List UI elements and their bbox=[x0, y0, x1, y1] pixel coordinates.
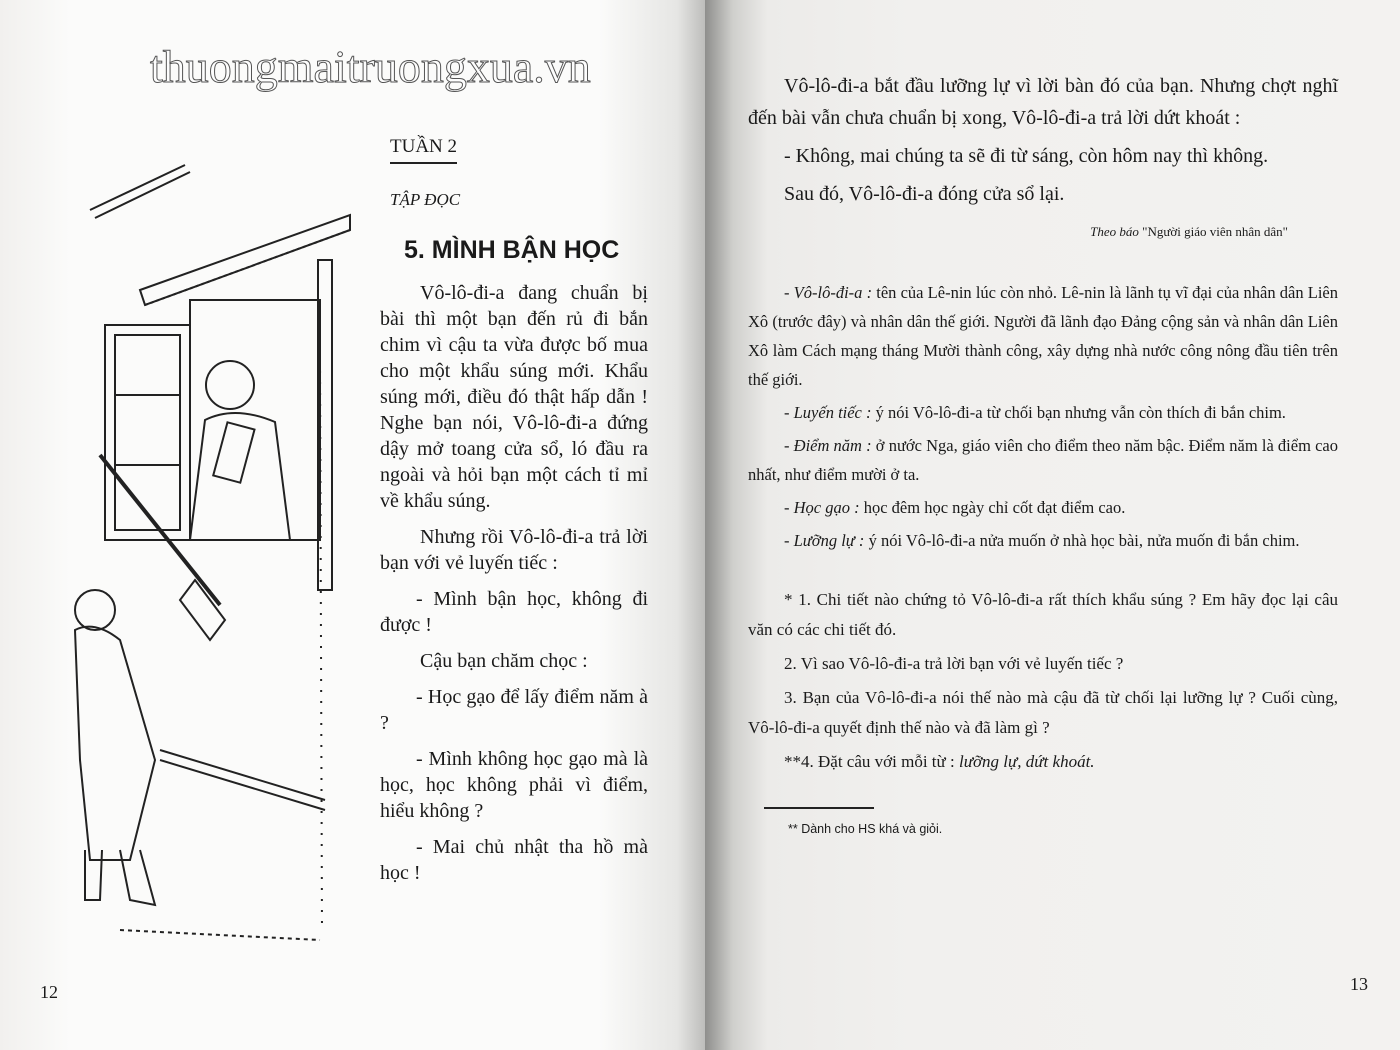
watermark: thuongmaitruongxua.vn bbox=[150, 41, 591, 92]
glossary-definition: ở nước Nga, giáo viên cho điểm theo năm bậc. Điểm năm là điểm cao nhất, như điểm mười ở ta. bbox=[748, 436, 1338, 484]
story-paragraph: Nhưng rồi Vô-lô-đi-a trả lời bạn với vẻ luyến tiếc : bbox=[380, 526, 648, 574]
question: 2. Vì sao Vô-lô-đi-a trả lời bạn với vẻ luyến tiếc ? bbox=[784, 654, 1124, 673]
page-number-left: 12 bbox=[40, 982, 58, 1002]
glossary-term: - Học gạo : bbox=[784, 498, 860, 517]
story-paragraph: Sau đó, Vô-lô-đi-a đóng cửa sổ lại. bbox=[784, 183, 1065, 205]
week-label: TUẦN 2 bbox=[390, 136, 457, 164]
glossary-item bbox=[748, 431, 1338, 489]
glossary-term: - Luyến tiếc : bbox=[784, 403, 872, 422]
question: 3. Bạn của Vô-lô-đi-a nói thế nào mà cậu đã từ chối lại lưỡng lự ? Cuối cùng, Vô-lô-đi-a quyết định thế nào và đã làm gì ? bbox=[748, 688, 1338, 737]
story-text bbox=[380, 280, 648, 896]
glossary-definition: ý nói Vô-lô-đi-a nửa muốn ở nhà học bài, nửa muốn đi bắn chim. bbox=[864, 531, 1300, 550]
right-page-content bbox=[748, 70, 1338, 845]
boy-at-window-illustration bbox=[60, 160, 360, 950]
dialogue-line: - Mình bận học, không đi được ! bbox=[380, 588, 648, 636]
glossary-item bbox=[748, 278, 1338, 394]
glossary-term: - Lưỡng lự : bbox=[784, 531, 865, 550]
glossary-term: - Điểm năm : bbox=[784, 436, 872, 455]
glossary-term: - Vô-lô-đi-a : bbox=[784, 283, 873, 302]
story-paragraph: Vô-lô-đi-a bắt đầu lưỡng lự vì lời bàn đó của bạn. Nhưng chợt nghĩ đến bài vẫn chưa chuẩn bị xong, Vô-lô-đi-a trả lời dứt khoát : bbox=[748, 75, 1338, 129]
glossary-definition: học đêm học ngày chỉ cốt đạt điểm cao. bbox=[859, 498, 1126, 517]
question-4-words: lưỡng lự, dứt khoát. bbox=[958, 752, 1095, 771]
glossary-definition: tên của Lê-nin lúc còn nhỏ. Lê-nin là lãnh tụ vĩ đại của nhân dân Liên Xô (trước đây) và nhân dân thế giới. Người đã lãnh đạo Đảng cộng sản và nhân dân Liên Xô làm Cách mạng tháng Mười thành công, xây dựng nhà nước công nông đầu tiên trên thế giới. bbox=[748, 283, 1338, 389]
glossary-definition: ý nói Vô-lô-đi-a từ chối bạn nhưng vẫn còn thích đi bắn chim. bbox=[871, 403, 1286, 422]
dialogue-line: - Mình không học gạo mà là học, học không phải vì điểm, hiểu không ? bbox=[380, 748, 648, 822]
source-citation bbox=[748, 216, 1288, 248]
source-name: "Người giáo viên nhân dân" bbox=[1142, 224, 1288, 239]
glossary-item bbox=[748, 493, 1338, 522]
dialogue-line: - Mai chủ nhật tha hồ mà học ! bbox=[380, 836, 648, 884]
questions bbox=[748, 585, 1338, 777]
glossary bbox=[748, 278, 1338, 555]
source-prefix: Theo báo bbox=[1090, 224, 1139, 239]
section-label: TẬP ĐỌC bbox=[390, 190, 461, 209]
lesson-title: 5. MÌNH BẬN HỌC bbox=[404, 236, 620, 264]
question: * 1. Chi tiết nào chứng tỏ Vô-lô-đi-a rất thích khẩu súng ? Em hãy đọc lại câu văn có các chi tiết đó. bbox=[748, 590, 1338, 639]
page-number-right: 13 bbox=[1350, 974, 1368, 994]
dialogue-line: - Học gạo để lấy điểm năm à ? bbox=[380, 686, 648, 734]
footnote: ** Dành cho HS khá và giỏi. bbox=[788, 822, 943, 836]
glossary-item bbox=[748, 398, 1338, 427]
question-4-text: **4. Đặt câu với mỗi từ : bbox=[784, 752, 959, 771]
dialogue-line: - Không, mai chúng ta sẽ đi từ sáng, còn hôm nay thì không. bbox=[784, 145, 1269, 167]
story-paragraph: Vô-lô-đi-a đang chuẩn bị bài thì một bạn đến rủ đi bắn chim vì cậu ta vừa được bố mua cho một khẩu súng mới. Khẩu súng mới, điều đó thật hấp dẫn ! Nghe bạn nói, Vô-lô-đi-a đứng dậy mở toang cửa sổ, ló đầu ra ngoài và hỏi bạn một cách tỉ mỉ về khẩu súng. bbox=[380, 282, 648, 512]
question bbox=[748, 747, 1338, 777]
story-paragraph: Cậu bạn chăm chọc : bbox=[420, 650, 588, 672]
footnote-rule bbox=[764, 807, 874, 809]
glossary-item bbox=[748, 526, 1338, 555]
